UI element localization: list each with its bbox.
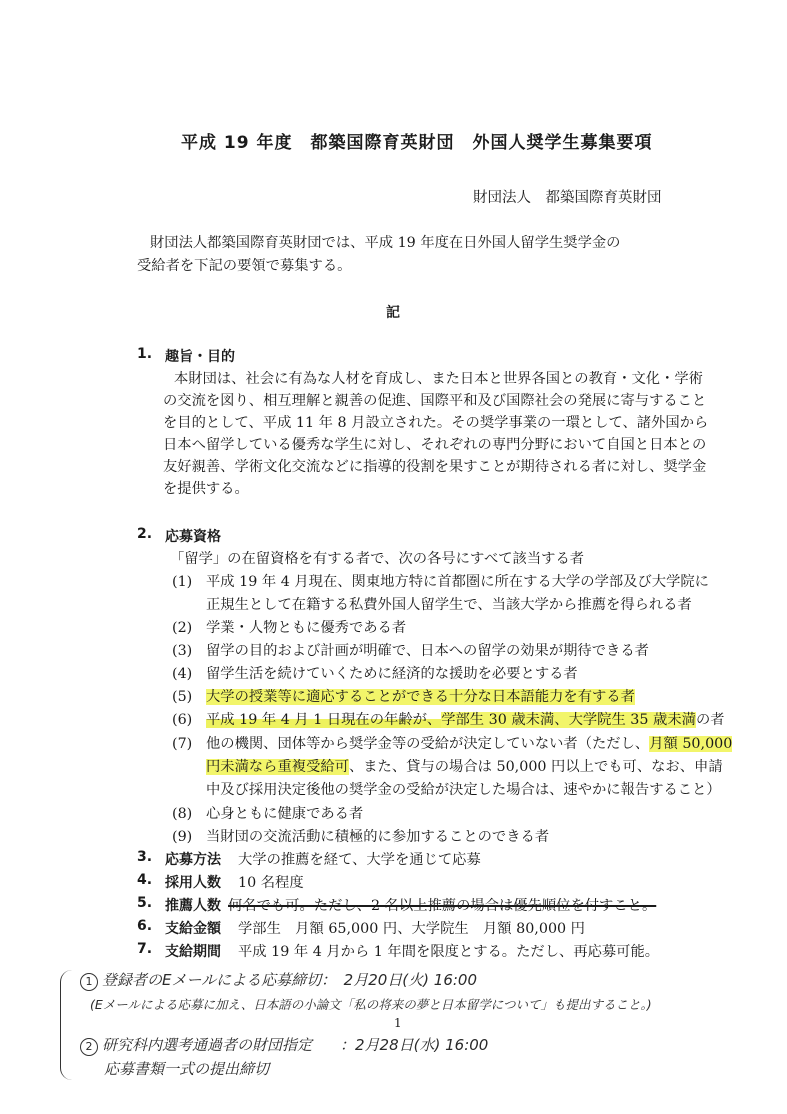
item-3-number: (3)	[172, 643, 193, 659]
section-3-number: 3.	[137, 849, 153, 865]
section-6-value: 学部生 月額 65,000 円、大学院生 月額 80,000 円	[238, 921, 585, 937]
item-3-text: 留学の目的および計画が明確で、日本への留学の効果が期待できる者	[206, 643, 649, 659]
circled-number-icon: 1	[80, 973, 98, 991]
handwritten-note-2-deadline: ：2月28日(水) 16:00	[340, 1036, 489, 1054]
section-2-lead: 「留学」の在留資格を有する者で、次の各号にすべて該当する者	[170, 551, 585, 567]
section-3-label: 応募方法	[165, 852, 221, 868]
item-7-line-3: 中及び採用決定後他の奨学金の受給が決定した場合は、速やかに報告すること）	[206, 782, 721, 798]
section-1-line: の交流を図り、相互理解と親善の促進、国際平和及び国際社会の発展に寄与すること	[163, 393, 707, 409]
section-6-number: 6.	[137, 918, 153, 934]
section-1-line: 日本へ留学している優秀な学生に対し、それぞれの専門分野において自国と日本との	[163, 437, 707, 453]
highlighted-text: 学部生 30 歳未満、大学院生 35 歳未満	[441, 712, 696, 728]
highlighted-text: 月額 50,000	[649, 736, 733, 752]
item-1-line-2: 正規生として在籍する私費外国人留学生で、当該大学から推薦を得られる者	[206, 597, 692, 613]
section-5-label: 推薦人数	[165, 898, 221, 914]
section-1-line: 本財団は、社会に有為な人材を育成し、また日本と世界各国との教育・文化・学術	[174, 371, 703, 387]
section-1-title: 趣旨・目的	[165, 349, 235, 365]
handwritten-note-2-line-1: 研究科内選考通過者の財団指定	[102, 1036, 313, 1054]
item-6-number: (6)	[172, 712, 193, 728]
section-1-line: 友好親善、学術文化交流などに指導的役割を果すことが期待される者に対し、奨学金	[163, 459, 707, 475]
section-2-title: 応募資格	[165, 529, 221, 545]
section-2-number: 2.	[137, 526, 153, 542]
intro-line-1: 財団法人都築国際育英財団では、平成 19 年度在日外国人留学生奨学金の	[150, 235, 621, 251]
handwritten-brace	[60, 970, 73, 1080]
item-9-text: 当財団の交流活動に積極的に参加することのできる者	[206, 829, 550, 845]
item-5-text	[206, 686, 635, 708]
section-1-line: を目的として、平成 11 年 8 月設立された。その奨学事業の一環として、諸外国から	[163, 415, 709, 431]
item-4-text: 留学生活を続けていくために経済的な援助を必要とする者	[206, 666, 578, 682]
section-1-number: 1.	[137, 346, 153, 362]
item-8-number: (8)	[172, 806, 193, 822]
section-7-label: 支給期間	[165, 944, 221, 960]
item-7-line-2	[206, 756, 723, 778]
section-5-number: 5.	[137, 895, 153, 911]
section-7-number: 7.	[137, 941, 153, 957]
issuer-name: 財団法人 都築国際育英財団	[473, 190, 662, 206]
section-4-value: 10 名程度	[238, 875, 304, 891]
item-8-text: 心身ともに健康である者	[206, 806, 364, 822]
handwritten-note-1-detail: (Eメールによる応募に加え、日本語の小論文「私の将来の夢と日本留学について」も提出すること。)	[90, 997, 652, 1012]
intro-line-2: 受給者を下記の要領で募集する。	[137, 258, 352, 274]
item-6-text	[206, 709, 725, 731]
section-1-line: を提供する。	[163, 481, 249, 497]
section-7-value: 平成 19 年 4 月から 1 年間を限度とする。ただし、再応募可能。	[238, 944, 660, 960]
item-2-number: (2)	[172, 620, 193, 636]
item-6-suffix: の者	[695, 712, 725, 728]
ki-marker: 記	[386, 305, 400, 321]
item-7-text: 他の機関、団体等から奨学金等の受給が決定していない者（ただし、	[206, 736, 650, 752]
handwritten-note-2	[80, 1034, 312, 1056]
section-4-label: 採用人数	[165, 875, 221, 891]
handwritten-note-1	[80, 969, 477, 991]
highlighted-text: 平成 19 年 4 月 1 日現在の年齢が、	[206, 712, 442, 728]
item-9-number: (9)	[172, 829, 193, 845]
handwritten-note-1-text: 登録者のEメールによる応募締切： 2月20日(火) 16:00	[102, 971, 478, 989]
section-4-number: 4.	[137, 872, 153, 888]
section-3-value: 大学の推薦を経て、大学を通じて応募	[238, 852, 481, 868]
section-6-label: 支給金額	[165, 921, 221, 937]
highlighted-text: 大学の授業等に適応することができる十分な日本語能力を有する者	[206, 689, 635, 705]
item-1-line-1: 平成 19 年 4 月現在、関東地方特に首都圏に所在する大学の学部及び大学院に	[206, 574, 709, 590]
document-title: 平成 19 年度 都築国際育英財団 外国人奨学生募集要項	[181, 133, 653, 153]
item-1-number: (1)	[172, 574, 193, 590]
item-7-number: (7)	[172, 736, 193, 752]
highlighted-text: 円未満なら重複受給可	[206, 759, 349, 775]
page-number: 1	[394, 1016, 402, 1030]
circled-number-icon: 2	[80, 1038, 98, 1056]
item-7-text: 、また、貸与の場合は 50,000 円以上でも可、なお、申請	[348, 759, 723, 775]
item-5-number: (5)	[172, 689, 193, 705]
item-2-text: 学業・人物ともに優秀である者	[206, 620, 407, 636]
handwritten-note-2-line-2: 応募書類一式の提出締切	[104, 1060, 270, 1078]
section-5-value-struck: 何名でも可。ただし、2 名以上推薦の場合は優先順位を付すこと。	[228, 898, 657, 914]
item-7-line-1	[206, 733, 732, 755]
item-4-number: (4)	[172, 666, 193, 682]
